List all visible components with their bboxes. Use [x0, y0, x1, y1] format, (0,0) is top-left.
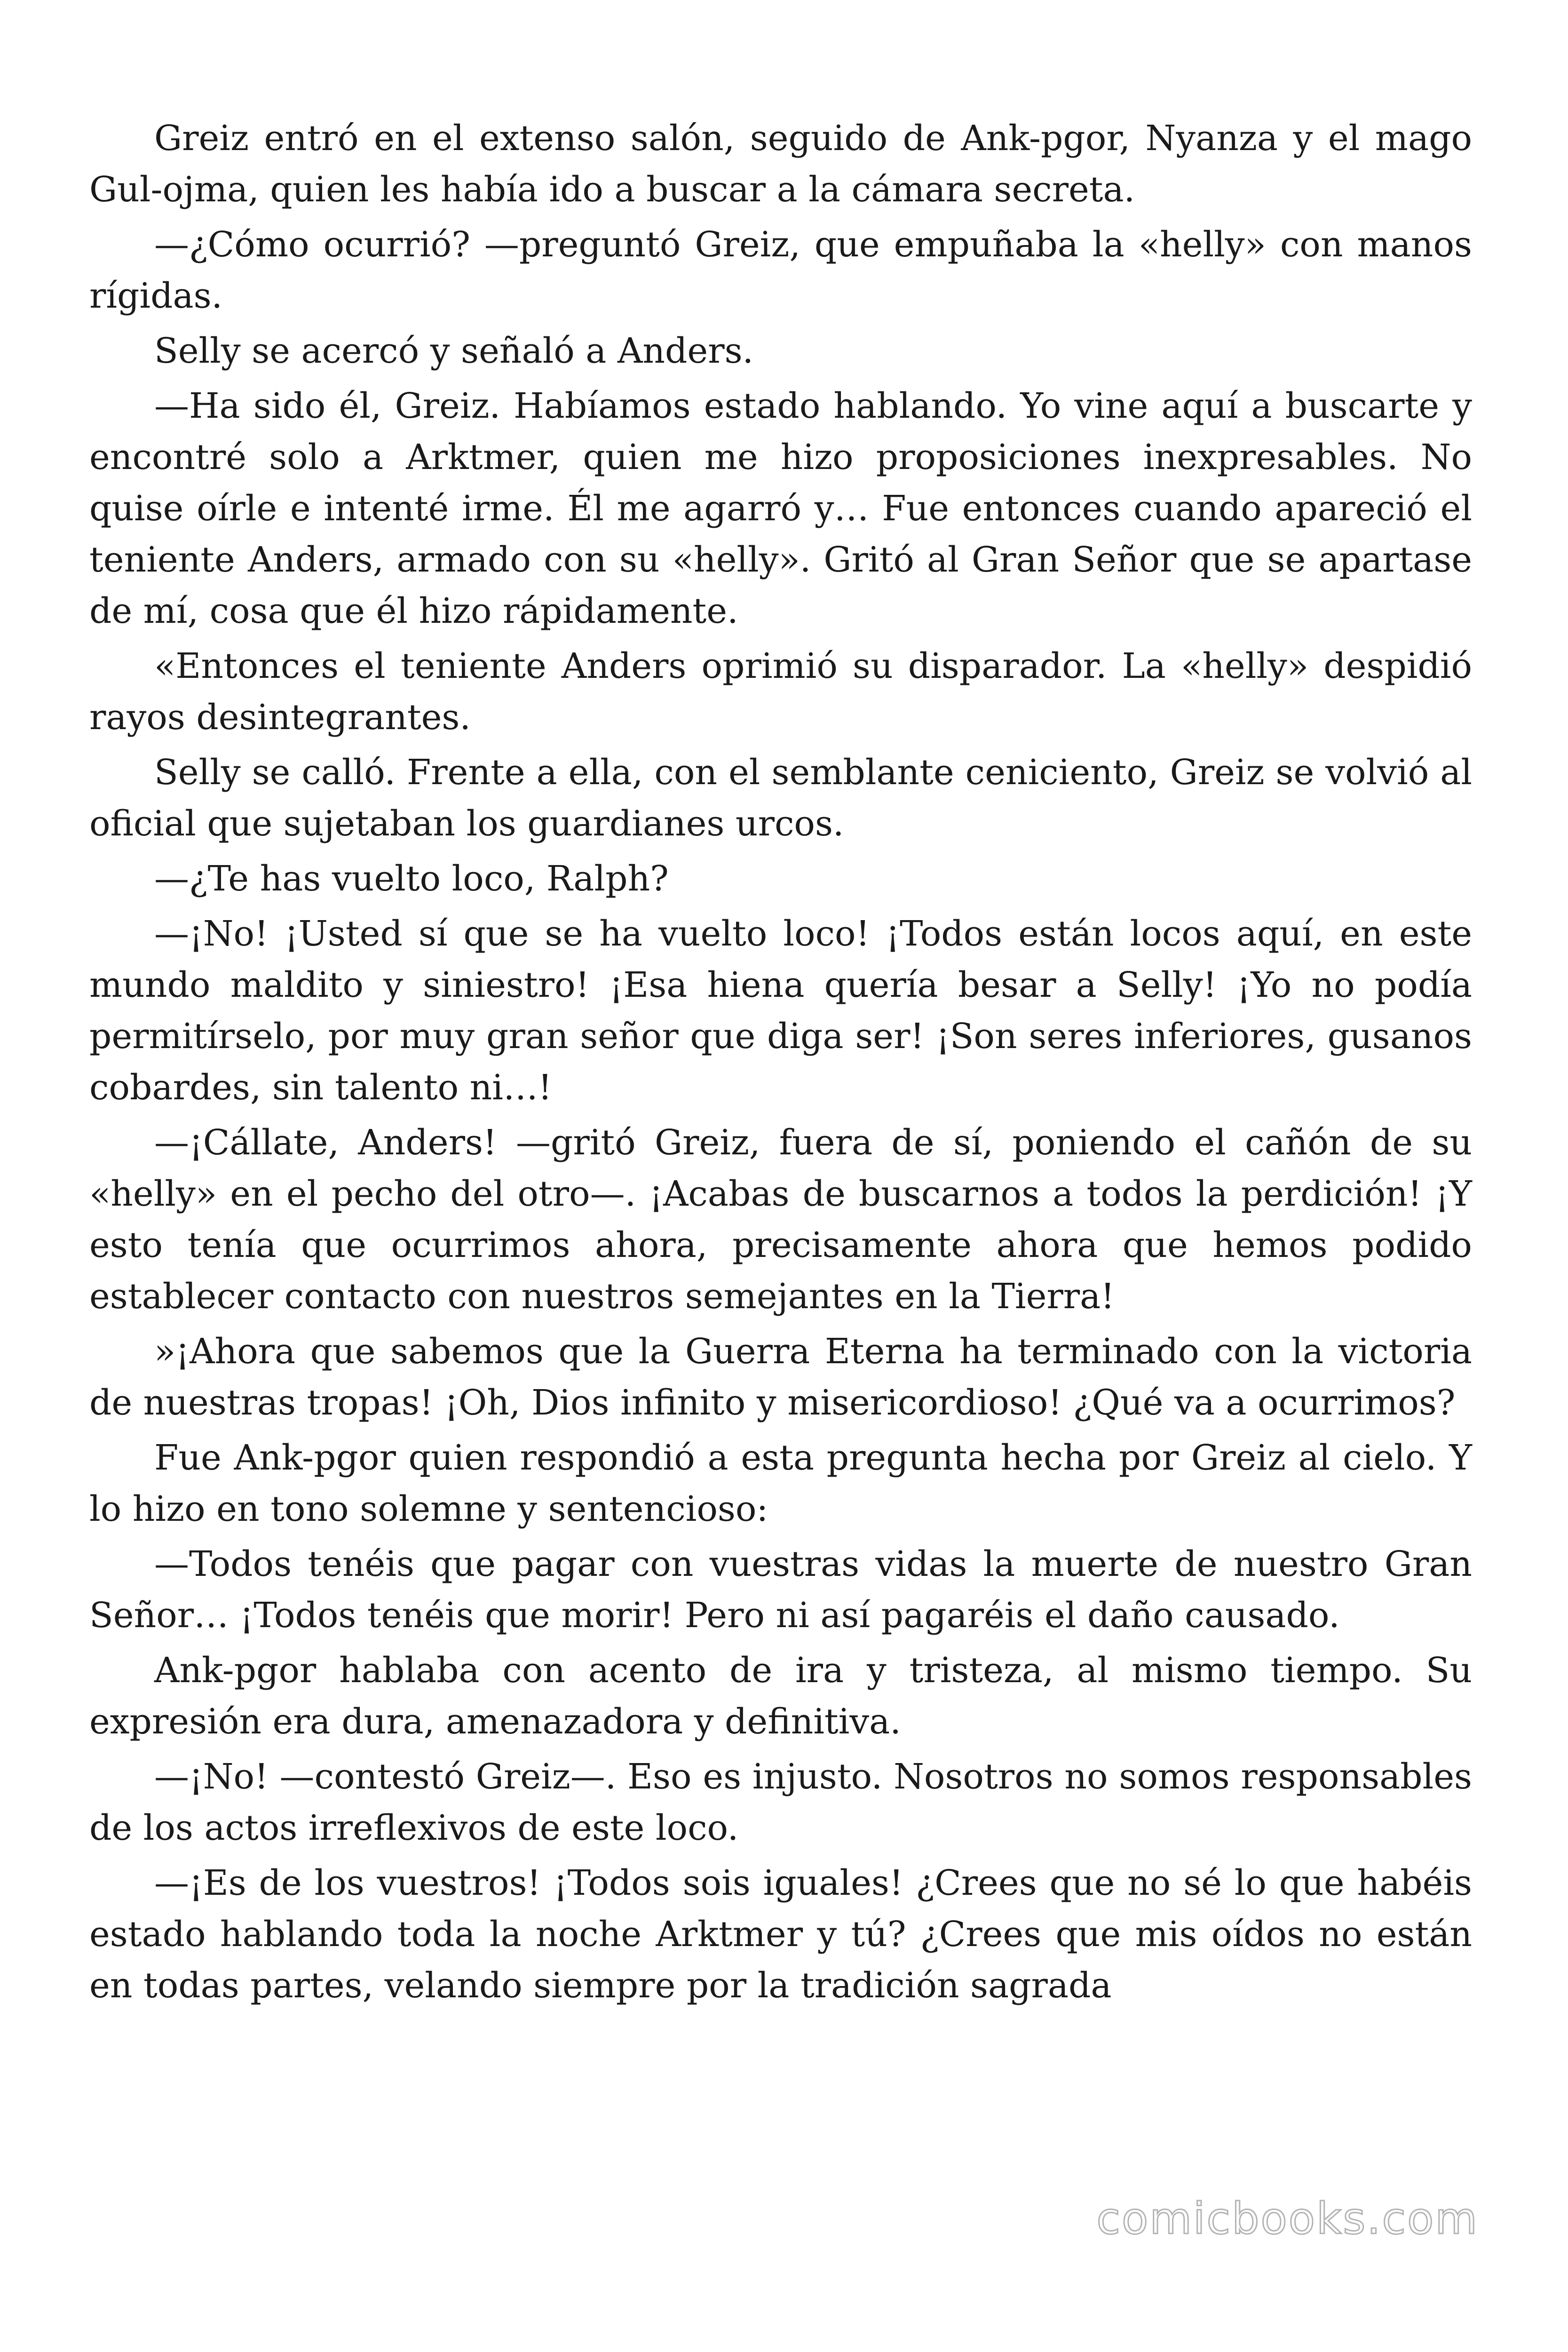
paragraph: —¡Cállate, Anders! —gritó Greiz, fuera de sí, poniendo el cañón de su «helly» en el pecho del otro—. ¡Acabas de buscarnos a todos la perdición! ¡Y esto tenía que ocurrimos ahora, precisamente ahora que hemos podido establecer contacto con nuestros semejantes en la Tierra! [89, 1122, 1472, 1317]
paragraph: —¡Es de los vuestros! ¡Todos sois iguales! ¿Crees que no sé lo que habéis estado hablando toda la noche Arktmer y tú? ¿Crees que mis oídos no están en todas partes, velando siempre por la tradición sagrada [89, 1863, 1472, 2006]
paragraph: Selly se acercó y señaló a Anders. [154, 331, 754, 371]
body-text [89, 113, 1472, 2011]
paragraph: —¡No! ¡Usted sí que se ha vuelto loco! ¡Todos están locos aquí, en este mundo maldito y siniestro! ¡Esa hiena quería besar a Selly! ¡Yo no podía permitírselo, por muy gran señor que diga ser! ¡Son seres inferiores, gusanos cobardes, sin talento ni…! [89, 914, 1472, 1108]
paragraph: «Entonces el teniente Anders oprimió su disparador. La «helly» despidió rayos desintegrantes. [89, 646, 1472, 738]
paragraph: »¡Ahora que sabemos que la Guerra Eterna ha terminado con la victoria de nuestras tropas! ¡Oh, Dios infinito y misericordioso! ¿Qué va a ocurrimos? [89, 1331, 1472, 1423]
paragraph: Greiz entró en el extenso salón, seguido de Ank-pgor, Nyanza y el mago Gul-ojma, quien les había ido a buscar a la cámara secreta. [89, 118, 1472, 210]
paragraph: —Todos tenéis que pagar con vuestras vidas la muerte de nuestro Gran Señor… ¡Todos tenéis que morir! Pero ni así pagaréis el daño causado. [89, 1544, 1472, 1636]
paragraph: Selly se calló. Frente a ella, con el semblante ceniciento, Greiz se volvió al oficial que sujetaban los guardianes urcos. [89, 752, 1472, 844]
watermark-logo: comicbooks.com [1096, 2193, 1479, 2244]
paragraph: —¡No! —contestó Greiz—. Eso es injusto. Nosotros no somos responsables de los actos irreflexivos de este loco. [89, 1756, 1472, 1848]
paragraph: —¿Cómo ocurrió? —preguntó Greiz, que empuñaba la «helly» con manos rígidas. [89, 224, 1472, 316]
paragraph: —¿Te has vuelto loco, Ralph? [154, 858, 669, 899]
paragraph: —Ha sido él, Greiz. Habíamos estado hablando. Yo vine aquí a buscarte y encontré solo a Arktmer, quien me hizo proposiciones inexpresables. No quise oírle e intenté irme. Él me agarró y… Fue entonces cuando apareció el teniente Anders, armado con su «helly». Gritó al Gran Señor que se apartase de mí, cosa que él hizo rápidamente. [89, 386, 1472, 631]
paragraph: Fue Ank-pgor quien respondió a esta pregunta hecha por Greiz al cielo. Y lo hizo en tono solemne y sentencioso: [89, 1438, 1472, 1529]
paragraph: Ank-pgor hablaba con acento de ira y tristeza, al mismo tiempo. Su expresión era dura, amenazadora y definitiva. [89, 1650, 1472, 1742]
